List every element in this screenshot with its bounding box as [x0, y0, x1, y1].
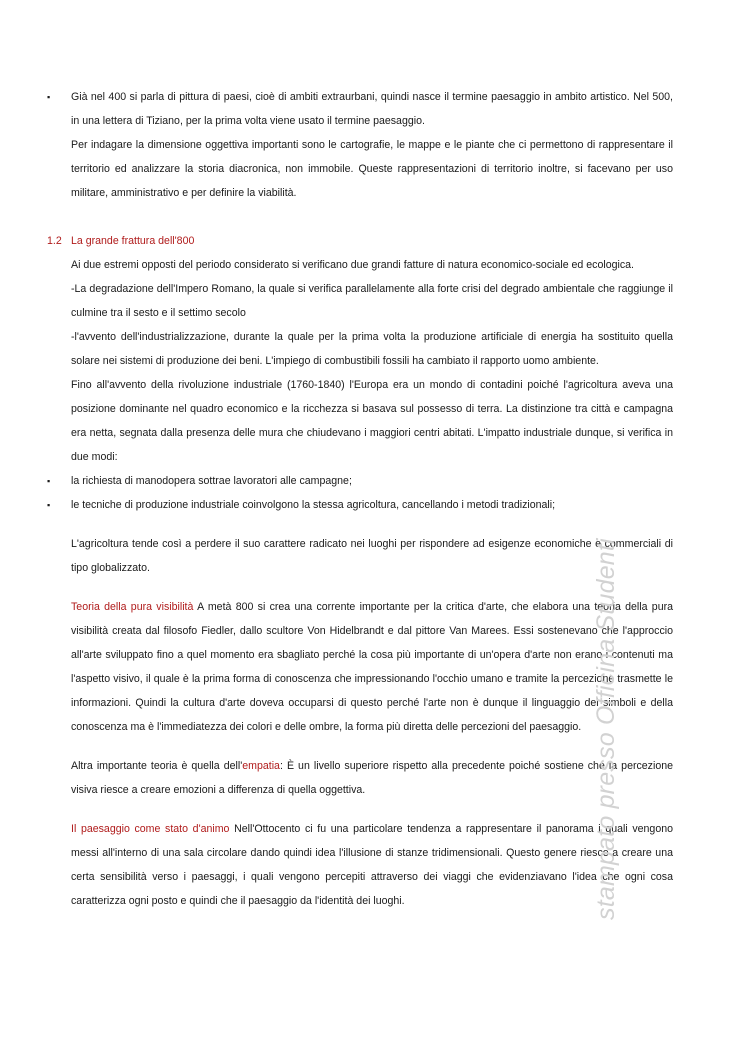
- section-title: La grande frattura dell'800: [71, 235, 195, 247]
- animo-term: Il paesaggio come stato d'animo: [71, 823, 230, 835]
- visibilita-paragraph: [71, 595, 673, 739]
- list-item: [71, 493, 673, 517]
- bullet-marker: [47, 469, 55, 493]
- animo-paragraph: [71, 817, 673, 913]
- watermark: [592, 525, 620, 920]
- animo-paragraph-block: [71, 817, 673, 913]
- empatia-paragraph: [71, 754, 673, 802]
- watermark-text: stampato presso Officina Studenti: [592, 538, 620, 920]
- intro-block: [71, 85, 673, 205]
- list-item-text: le tecniche di produzione industriale coinvolgono la stessa agricoltura, cancellando i metodi tradizionali;: [71, 499, 556, 511]
- section-line: Fino all'avvento della rivoluzione industriale (1760-1840) l'Europa era un mondo di contadini poiché l'agricoltura aveva una posizione dominante nel quadro economico e la ricchezza si basava sul possesso di terra. La distinzione tra città e campagna era netta, segnata dalla presenza delle mura che chiudevano i maggiori centri abitati. L'impatto industriale dunque, si verifica in due modi:: [71, 379, 673, 463]
- section-body: [71, 253, 673, 469]
- empatia-before: Altra importante teoria è quella dell': [71, 760, 243, 772]
- section-line: Ai due estremi opposti del periodo considerato si verificano due grandi fatture di natura economico-sociale ed ecologica.: [71, 259, 634, 271]
- visibilita-term: Teoria della pura visibilità: [71, 601, 194, 613]
- agricoltura-paragraph-block: [71, 532, 673, 580]
- empatia-term: empatia: [242, 760, 280, 772]
- animo-text: Nell'Ottocento ci fu una particolare tendenza a rappresentare il panorama i quali vengono messi all'interno di una sala circolare dando quindi idea l'illusione di stanze tridimensionali. Questo genere riesce a creare una certa sensibilità verso i paesaggi, i quali vengono percepiti attraverso dei viaggi che evidenziavano l'idea che ogni cosa caratterizza ogni posto e quindi che il paesaggio da l'identità dei luoghi.: [71, 823, 674, 907]
- section-line: -La degradazione dell'Impero Romano, la quale si verifica parallelamente alla forte crisi del degrado ambientale che raggiunge il culmine tra il sesto e il settimo secolo: [71, 283, 673, 319]
- section-number: 1.2: [47, 235, 62, 247]
- list-item: [71, 469, 673, 493]
- bullet-marker: [47, 493, 55, 517]
- section-line: -l'avvento dell'industrializzazione, durante la quale per la prima volta la produzione artificiale di energia ha sostituito quella solare nei sistemi di produzione dei beni. L'impiego di combustibili fossili ha cambiato il rapporto uomo ambiente.: [71, 331, 673, 367]
- empatia-paragraph-block: [71, 754, 673, 802]
- intro-paragraph-1: Già nel 400 si parla di pittura di paesi, cioè di ambiti extraurbani, quindi nasce il termine paesaggio in ambito artistico. Nel 500, in una lettera di Tiziano, per la prima volta viene usato il termine paesaggio.: [71, 91, 673, 127]
- bullet-marker: [47, 85, 55, 109]
- visibilita-paragraph-block: [71, 595, 673, 739]
- visibilita-text: A metà 800 si crea una corrente importante per la critica d'arte, che elabora una teoria della pura visibilità creata dal filosofo Fiedler, dallo scultore Von Hidelbrandt e dal pittore Van Marees. Essi sostenevano che l'approccio all'arte sviluppato fino a quel momento era sbagliato perché la cosa più importante di un'opera d'arte non erano i contenuti ma l'aspetto visivo, il quale è la prima forma di conoscenza che impressionando l'occhio umano e tramite la percezione trasmette le informazioni. Quindi la cultura d'arte doveva occuparsi di questo perché l'arte non è dunque il linguaggio dei simboli e della conoscenza ma è l'immediatezza dei colori e delle ombre, la forma più diretta delle percezioni del paesaggio.: [71, 601, 674, 733]
- intro-paragraph-2: Per indagare la dimensione oggettiva importanti sono le cartografie, le mappe e le piante che ci permettono di rappresentare il territorio ed analizzare la storia diacronica, non immobile. Queste rappresentazioni di territorio inoltre, si facevano per uso militare, amministrativo e per definire la viabilità.: [71, 139, 673, 199]
- empatia-after: : È un livello superiore rispetto alla precedente poiché sostiene che la percezione visiva riesce a creare emozioni a differenza di quella oggettiva.: [71, 760, 674, 796]
- agricoltura-paragraph: L'agricoltura tende così a perdere il suo carattere radicato nei luoghi per rispondere ad esigenze economiche e commerciali di tipo globalizzato.: [71, 538, 673, 574]
- list-item-text: la richiesta di manodopera sottrae lavoratori alle campagne;: [71, 475, 352, 487]
